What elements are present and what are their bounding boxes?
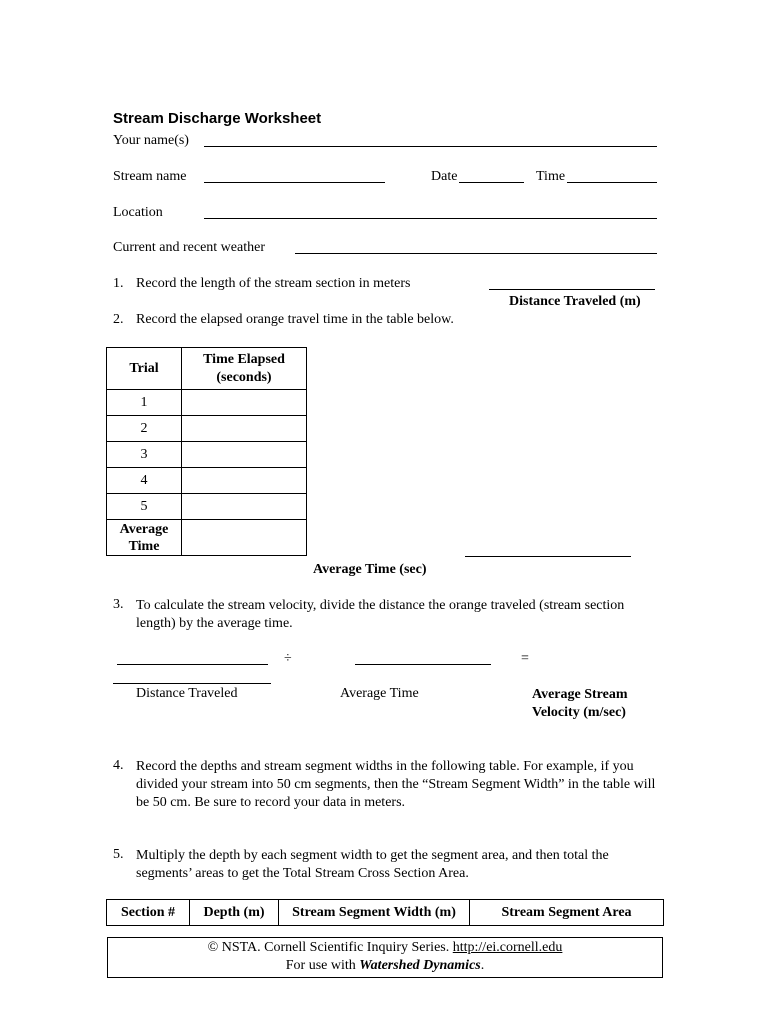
- copyright-text: © NSTA. Cornell Scientific Inquiry Series.: [207, 940, 450, 955]
- stream-name-field[interactable]: [204, 182, 385, 183]
- step2-number: 2.: [113, 312, 124, 327]
- time-cell[interactable]: [182, 416, 307, 442]
- location-field[interactable]: [204, 218, 657, 219]
- use-title: Watershed Dynamics: [359, 958, 481, 973]
- average-velocity-label: Average Stream Velocity (m/sec): [532, 687, 628, 720]
- velocity-distance-field[interactable]: [117, 664, 268, 665]
- time-cell[interactable]: [182, 390, 307, 416]
- step3-number: 3.: [113, 597, 124, 612]
- time-cell[interactable]: [182, 442, 307, 468]
- step5-text: Multiply the depth by each segment width to get the segment area, and then total the segments’ areas to get the Total Stream Cross Section Area.: [136, 848, 609, 881]
- weather-label: Current and recent weather: [113, 240, 265, 255]
- time-label: Time: [536, 169, 566, 184]
- trial-table: [106, 347, 307, 556]
- use-suffix: .: [480, 958, 485, 973]
- segment-area-header: Stream Segment Area: [470, 900, 664, 926]
- names-label: Your name(s): [113, 133, 189, 148]
- time-field[interactable]: [567, 182, 657, 183]
- step4-text: Record the depths and stream segment widths in the following table. For example, if you divided your stream into 50 cm segments, then the “Stream Segment Width” in the table will be 50 cm. Be sure to record your data in meters.: [136, 759, 656, 810]
- date-label: Date: [431, 169, 458, 184]
- trial-row-label: 5: [107, 494, 182, 520]
- footer-link[interactable]: http://ei.cornell.edu: [452, 940, 563, 955]
- footer: [107, 937, 663, 978]
- trial-row-label: 3: [107, 442, 182, 468]
- step3-text: To calculate the stream velocity, divide the distance the orange traveled (stream section length) by the average time.: [136, 598, 625, 631]
- average-time-label: Average Time: [340, 686, 419, 701]
- time-cell[interactable]: [182, 494, 307, 520]
- date-field[interactable]: [459, 182, 524, 183]
- use-prefix: For use with: [285, 958, 356, 973]
- distance-field[interactable]: [489, 289, 655, 290]
- depth-header: Depth (m): [190, 900, 279, 926]
- step1-text: Record the length of the stream section in meters: [136, 276, 411, 291]
- step1-number: 1.: [113, 276, 124, 291]
- trial-row-label: 2: [107, 416, 182, 442]
- step2-text: Record the elapsed orange travel time in the table below.: [136, 312, 454, 327]
- average-time-caption: Average Time (sec): [313, 562, 427, 577]
- distance-traveled-label: Distance Traveled: [136, 686, 238, 701]
- step4-number: 4.: [113, 758, 124, 773]
- time-cell[interactable]: [182, 468, 307, 494]
- trial-header: Trial: [107, 348, 182, 390]
- divide-symbol: ÷: [284, 651, 292, 666]
- trial-row-label: 4: [107, 468, 182, 494]
- velocity-time-field[interactable]: [355, 664, 491, 665]
- names-field[interactable]: [204, 146, 657, 147]
- segment-width-header: Stream Segment Width (m): [279, 900, 470, 926]
- location-label: Location: [113, 205, 163, 220]
- time-elapsed-header: Time Elapsed (seconds): [182, 348, 307, 390]
- average-time-cell[interactable]: [182, 520, 307, 556]
- stream-name-label: Stream name: [113, 169, 187, 184]
- average-time-field[interactable]: [465, 556, 631, 557]
- segment-table: [106, 899, 664, 926]
- page-title: Stream Discharge Worksheet: [113, 110, 322, 127]
- weather-field[interactable]: [295, 253, 657, 254]
- step5-number: 5.: [113, 847, 124, 862]
- section-number-header: Section #: [107, 900, 190, 926]
- average-time-row-label: Average Time: [107, 520, 182, 556]
- distance-caption: Distance Traveled (m): [509, 294, 641, 309]
- trial-row-label: 1: [107, 390, 182, 416]
- equals-symbol: =: [521, 651, 529, 666]
- velocity-result-field[interactable]: [113, 683, 271, 684]
